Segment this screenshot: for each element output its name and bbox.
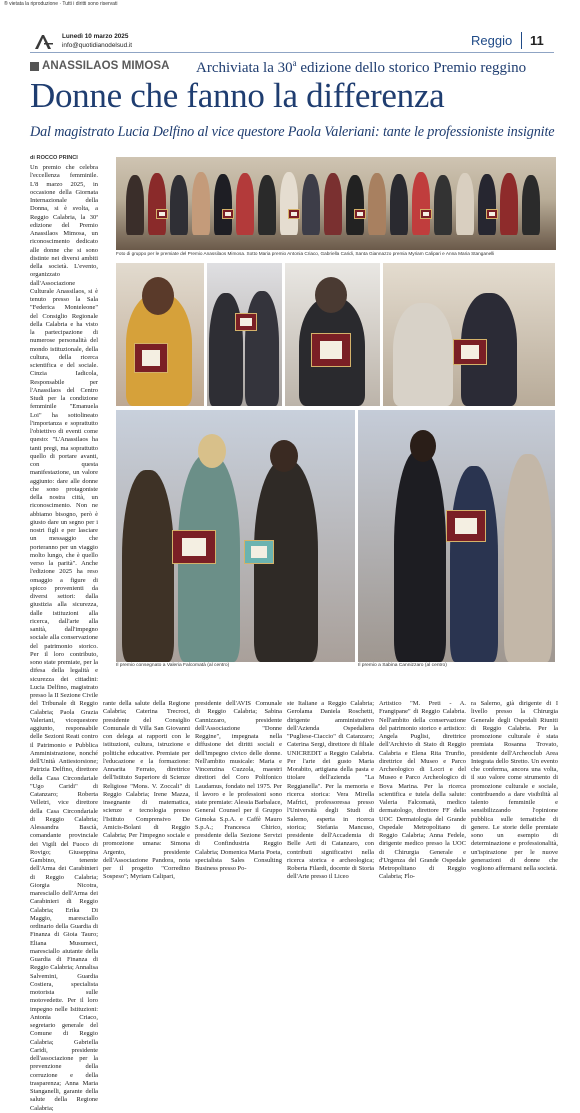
issue-date: Lunedì 10 marzo 2025 [62,33,129,40]
kicker-text-after: edizione dello storico Premio reggino [296,60,527,76]
kicker-label: ANASSILAOS MIMOSA [42,60,170,72]
award-photo-2 [207,263,282,406]
masthead-rule [30,52,554,53]
group-photo-caption: Foto di gruppo per le premiate del Premio Anassilaos Mimosa. Sotto Maria premio Antonia Criaco, Gabriella Caridi, Santa Giannazzo premia Myriam Calipari e Anna Maria Stanganelli [116,251,495,256]
article-column-5: Artistico "M. Preti - A. Frangipane" di Reggio Calabria. Nell'ambito della conservazione del patrimonio storico e artistico: Angela Puglisi, direttrice dell'Archivio di Stato di Reggio Calabria e Elena Rita Trunfio, direttrice del Museo e Parco Archeologico di Locri e del Museo e Parco Archeologico di Bova Marina. Per la ricerca scientifica e tutela della salute: Valeria Falcomatà, medico dermatologo, direttore FF della UOC Dermatologia del Grande Ospedale Metropolitano di Reggio Calabria; Anna Fedele, dirigente medico presso la UOC di Chirurgia Generale e d'Urgenza del Grande Ospedale Metropolitano di Reggio Calabria; Flo- [379,700,466,881]
page-number: 11 [530,33,544,48]
award-photo-4 [383,263,555,406]
article-column-6: ra Salerno, già dirigente di I livello presso la Chirurgia Generale degli Ospedali Riuniti di Reggio Calabria. Per la promozione culturale è stata premiata Rosanna Trovato, presidente dell'Archeoclub Area Integrata dello Stretto. Un evento che conferma, ancora una volta, il suo valore come strumento di promozione culturale e sociale, contribuendo a dare visibilità al talento femminile e sensibilizzando l'opinione pubblica sulle tematiche di genere. Le storie delle premiate sono un esempio di determinazione e professionalità, un'ispirazione per le nuove generazioni di donne che vogliono affermarsi nella società. [471,700,558,872]
column-spacer [30,700,98,868]
kicker-square [30,62,39,71]
article-column-2: rante della salute della Regione Calabria; Caterina Trecroci, presidente del Consiglio Comunale di Villa San Giovanni con delega ai rapporti con le istituzioni, cultura, istruzione e politiche educative. Premiate per l'educazione e la formazione: Annarita Ferrato, direttrice dell'Istituto Superiore di Scienze Religiose "Mons. V. Zoccali" di Reggio Calabria; Irene Mazza, insegnante di matematica, scienze e tecnologia presso l'Istituto Comprensivo De Amicis-Bolani di Reggio Calabria; Per l'impegno sociale e promozione umana: Simona Argento, presidente dell'Associazione Pandora, nota per il progetto "Corredino Sospeso"; Myriam Calipari, [103,700,190,881]
byline: di ROCCO PRINCI [30,155,78,161]
falcomata-award-photo [116,410,355,662]
kicker-sup: a [292,58,297,68]
kicker-text [196,58,526,77]
page-separator [521,32,522,49]
article-bottom-columns [30,700,558,881]
right-photo-caption: Il premio a Sabina Cannizzaro (al centro) [358,663,447,668]
article-column-4: ste Italiane a Reggio Calabria; Gerolama Daniela Roschetti, dirigente amministrativo dell'Azienda Ospedaliera "Pugliese-Ciaccio" di Catanzaro; Caterina Sergi, direttore di filiale UNICREDIT a Reggio Calabria. Per l'arte dei gusto Maria Morabito, artigiana della pasta e titolare dell'azienda "La Reggianella". Per la memoria e ricerca storica: Vera Mirella Mafrici, professoressa presso l'Università degli Studi di Salerno, esperta in ricerca storica; Stefania Mancuso, presidente dell'Accademia di Belle Arti di Catanzaro, con contributi significativi nella ricerca storica e archeologica; Roberta Filardi, docente di Storia dell'Arte presso il Liceo [287,700,374,881]
cannizzaro-award-photo [358,410,555,662]
award-photo-3 [285,263,380,406]
group-photo [116,157,556,250]
newspaper-logo [34,34,54,50]
section-name: Reggio [471,33,513,48]
left-photo-caption: Il premio consegnato a Valeria Falcomatà (al centro) [116,663,230,668]
article-column-3: presidente dell'AVIS Comunale di Reggio Calabria; Sabina Cannizzaro, presidente dell'Associazione "Donne Reggine", impegnata nella diffusione dei diritti sociali e dell'impegno civico delle donne. Nell'ambito musicale: Maria e Vincenzina Cuzzola, maestri direttori del Coro Polifonico Laudamus, fondato nel 1975. Per il lavoro e le professioni sono state premiate: Alessia Barbalace, General Counsel per il Gruppo Gimoka S.p.A. e Caffè Mauro S.p.A.; Francesca Chirico, presidente della Sezione Servizi di Confindustria Reggio Calabria; Domenica Maria Poeta, specialista Sales Consulting Business presso Po- [195,700,282,872]
headline: Donne che fanno la differenza [30,76,445,115]
article-column-1: Un premio che celebra l'eccellenza femminile. L'8 marzo 2025, in occasione della Giornata Internazionale della Donna, si è svolta, a Reggio Calabria, la 30ª edizione del Premio Anassilaos Mimosa, un riconoscimento dedicato alle donne che si sono distinte nei diversi ambiti della società. L'evento, organizzato dall'Associazione Culturale Anassilaos, si è tenuto presso la Sala "Federica Monteleone" del Consiglio Regionale della Calabria e ha visto la partecipazione di numerose personalità del mondo istituzionale, della cultura, della ricerca scientifica e del sociale. Cinzia Iadicola, Responsabile per l'Anassilaos del Centro Studi per la condizione femminile "Emanuela Loi" ha sottolineato l'importanza e soprattutto l'obiettivo di eventi come questo: "L'Anassilaos ha tanti pregi, ma soprattutto quello di portare avanti, con questa manifestazione, un valore aggiunto: dare alle donne che sono protagoniste della nostra città, un riconoscimento. Non ne abbiamo bisogno, però è giusto dare un segno per i nostri figli e per lasciare un messaggio che porteranno per un viaggio molto lungo, che è quello verso la parità". Anche l'edizione 2025 ha reso omaggio a figure di spicco provenienti da diversi settori: dalla giustizia alla sicurezza, dalle istituzioni alla ricerca, dall'arte alla sanità, dall'impegno sociale alla conservazione del patrimonio storico. Per il loro contributo, sono state premiate, per la difesa della legalità e sicurezza dei cittadini: Lucia Delfino, magistrato presso la II Sezione Civile del Tribunale di Reggio Calabria; Paola Grazia Valeriani, vicequestore aggiunto, responsabile delle Sezioni Reati contro il Patrimonio e Pubblica Amministrazione, nonché dell'Unità Antiestorsione; Patrizia Delfino, direttore della Casa Circondariale "Ugo Caridi" di Catanzaro; Roberta Velletri, vice direttore della Casa Circondariale di Reggio Calabria; Alessandra Bascià, comandante provinciale dei Vigili del Fuoco di Rovigo; Giuseppina Gambino, tenente dell'Arma dei Carabinieri di Reggio Calabria; Giorgia Nicotra, maresciallo dell'Arma dei Carabinieri di Reggio Calabria; Erika Di Maggio, maresciallo ordinario della Guardia di Finanza di Gioia Tauro; Eliana Musumeci, maresciallo aiutante della Guardia di Finanza di Reggio Calabria; Annalisa Salvemini, Guardia Costiera, specialista motorista sulle motovedette. Per il loro impegno nelle Istituzioni: Antonia Criaco, segretario generale del Comune di Reggio Calabria; Gabriella Caridi, presidente dell'associazione per la prevenzione della corruzione e della trasparenza; Anna Maria Stanganelli, garante della salute della Regione Calabria; [30,164,98,1112]
copyright-notice: ® vietata la riproduzione · Tutti i diritti sono riservati [4,1,118,7]
contact-email: info@quotidianodelsud.it [62,42,133,49]
kicker-text-before: Archiviata la 30 [196,60,293,76]
subheadline: Dal magistrato Lucia Delfino al vice questore Paola Valeriani: tante le professioniste insignite [30,124,555,140]
award-photo-1 [116,263,204,406]
